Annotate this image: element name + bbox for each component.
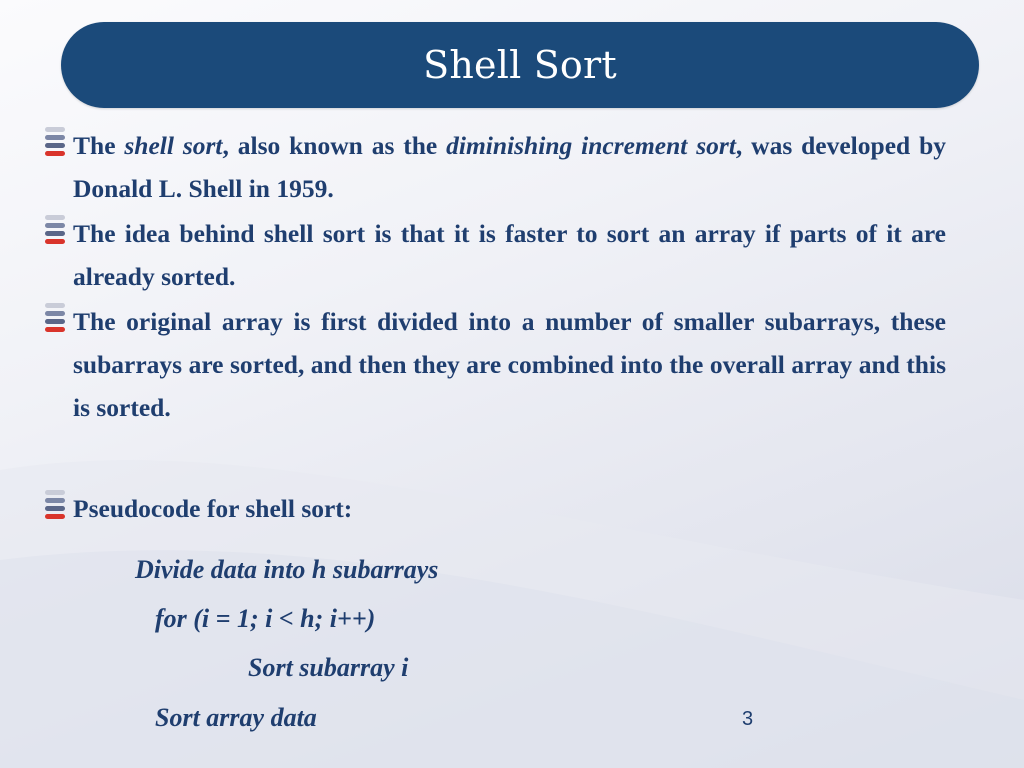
bullet-list [44,124,946,532]
pseudocode-line: Sort array data [155,703,317,732]
bullet-text-emphasis: shell sort [124,131,223,160]
bullet-text-segment: The [73,131,125,160]
stacked-bars-icon [44,302,66,336]
bullet-item [44,212,946,298]
pseudocode-line: for (i = 1; i < h; i++) [155,604,376,633]
bullet-item [44,124,946,210]
slide-title: Shell Sort [423,43,617,87]
stacked-bars-icon [44,214,66,248]
bullet-text-segment: , was developed by Donald L. Shell in 1959. [73,131,946,203]
bullet-text-emphasis: diminishing increment sort [446,131,736,160]
bullet-item [44,300,946,429]
bullet-text [73,487,946,530]
page-number: 3 [742,708,754,730]
bullet-text-segment: The idea behind shell sort is that it is faster to sort an array if parts of it are already sorted. [73,219,946,291]
bullet-text [73,124,946,210]
spacer [44,431,946,487]
bullet-text-segment: The original array is first divided into a number of smaller subarrays, these subarrays are sorted, and then they are combined into the overall array and this is sorted. [73,307,946,422]
title-banner [61,22,979,108]
stacked-bars-icon [44,489,66,523]
bullet-item [44,487,946,530]
bullet-text-segment: , also known as the [222,131,447,160]
bullet-text [73,300,946,429]
pseudocode-line: Divide data into h subarrays [135,555,439,584]
stacked-bars-icon [44,126,66,160]
bullet-text-segment: Pseudocode for shell sort: [73,494,353,523]
bullet-text [73,212,946,298]
pseudocode-line: Sort subarray i [248,653,409,682]
